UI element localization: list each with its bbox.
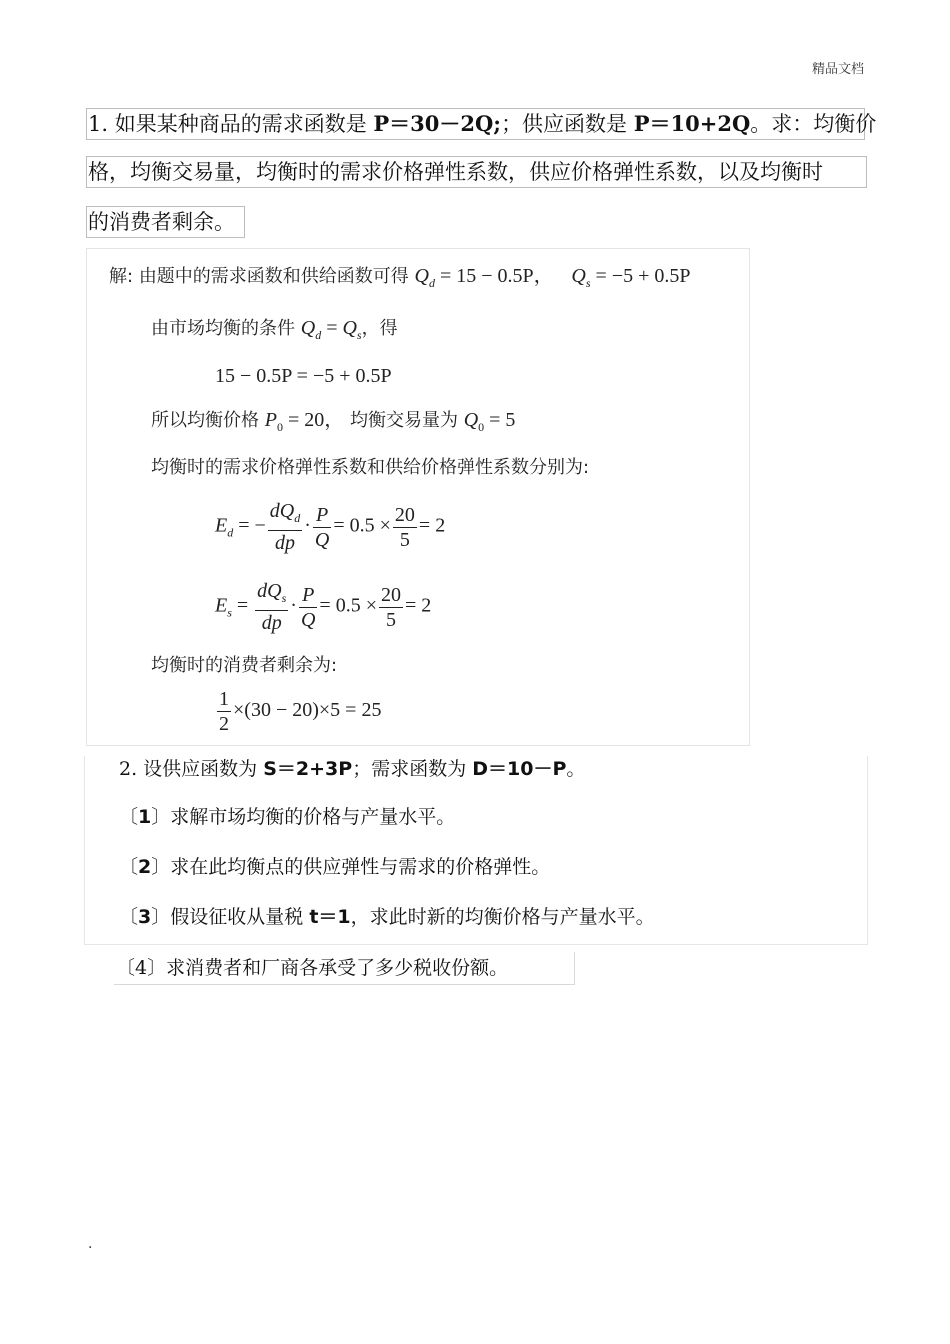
market-cond-text: 由市场均衡的条件 [151,318,295,339]
question2-item4 [114,952,575,985]
solution-box [86,248,750,746]
es-formula: $E_s$ = $\frac{dQ_s}{dp}$ · $\frac{P}{Q}$ = 0.5 × $\frac{20}{5}$ = 2 [215,580,432,634]
item-number: 1 [138,806,152,828]
item4-text: 〔4〕求消费者和厂商各承受了多少税收份额。 [116,957,509,979]
eq-qty-text: 均衡交易量为 [349,410,458,431]
question1-line2: 格，均衡交易量，均衡时的需求价格弹性系数，供应价格弹性系数，以及均衡时 [86,156,867,188]
watermark-text: 精品文档 [811,62,864,77]
market-cond-suffix: ，得 [361,318,398,339]
question2-item1: 〔1〕求解市场均衡的价格与产量水平。 [119,806,456,828]
ed-expr: = 0.5 × [333,514,391,537]
question1-line3: 的消费者剩余。 [86,206,245,238]
es-pq-frac: $\frac{P}{Q}$ [300,583,316,631]
tax-value: t＝1 [309,906,351,928]
surplus-heading: 均衡时的消费者剩余为: [151,655,338,676]
question1-line1 [86,108,877,140]
item-number: 2 [138,856,152,878]
q1-demand-fn: P＝30－2Q; [373,111,502,136]
qd-equation: $Q_d = 15 - 0.5P$， [414,265,554,290]
question2-item3: 〔3〕假设征收从量税 t＝1，求此时新的均衡价格与产量水平。 [119,906,655,928]
q0-value: = 5 [489,409,516,431]
q1-supply-fn: P＝10+2Q [633,111,751,136]
solution-intro-text: 由题中的需求函数和供给函数可得 [138,266,409,287]
surplus-expr: ×(30 − 20)×5 = 25 [233,699,382,721]
es-result: = 2 [404,594,432,617]
half-frac: $\frac{1}{2}$ [219,687,229,735]
qd-rhs: = 15 − 0.5P， [440,265,554,287]
footer-dot: . [88,1236,93,1252]
q2-demand-fn: D＝10－P [472,758,567,780]
q1-text: 1. 如果某种商品的需求函数是 [88,112,374,136]
item-text: 求在此均衡点的供应弹性与需求的价格弹性。 [170,856,551,878]
q2-text: 。 [566,758,586,780]
surplus-formula [215,685,381,736]
q2-text: 2. 设供应函数为 [119,758,264,780]
question2-item2: 〔2〕求在此均衡点的供应弹性与需求的价格弹性。 [119,856,551,878]
es-derivative-frac: $\frac{dQ_s}{dp}$ [257,580,287,634]
ed-result: = 2 [418,514,446,537]
p0-value: = 20， [287,409,345,431]
item-text: 假设征收从量税 [170,906,310,928]
solution-intro [109,263,691,296]
ed-derivative-frac: $\frac{dQ_d}{dp}$ [269,500,301,554]
q2-supply-fn: S＝2+3P [263,758,353,780]
market-condition: 由市场均衡的条件 $Q_d = Q_s$，得 [151,317,398,342]
elasticity-heading: 均衡时的需求价格弹性系数和供给价格弹性系数分别为: [151,457,590,478]
market-cond-eq: = [326,317,338,339]
equilibrium-equation: 15 − 0.5P = −5 + 0.5P [215,365,392,387]
qs-equation: $Q_s = -5 + 0.5P$ [571,265,691,290]
equilibrium-result: 所以均衡价格 $P_0 = 20$， 均衡交易量为 $Q_0 = 5$ [151,409,516,434]
item-number: 3 [138,906,152,928]
ed-formula: $E_d$ = − $\frac{dQ_d}{dp}$ · $\frac{P}{Q}$ = 0.5 × $\frac{20}{5}$ = 2 [215,500,446,554]
es-expr: = 0.5 × [319,594,377,617]
item-text: ，求此时新的均衡价格与产量水平。 [350,906,655,928]
q2-text: ；需求函数为 [352,758,473,780]
q1-text: ；供应函数是 [501,112,634,136]
question2-line1 [119,756,585,782]
question2-box [84,756,868,945]
solution-label: 解: [109,266,134,287]
es-ratio-frac: $\frac{20}{5}$ [380,583,401,631]
q1-text: 。求：均衡价 [750,112,877,136]
ed-pq-frac: $\frac{P}{Q}$ [314,503,330,551]
eq-price-text: 所以均衡价格 [151,410,259,431]
ed-ratio-frac: $\frac{20}{5}$ [394,503,415,551]
qs-rhs: = −5 + 0.5P [595,265,691,287]
item-text: 求解市场均衡的价格与产量水平。 [170,806,456,828]
